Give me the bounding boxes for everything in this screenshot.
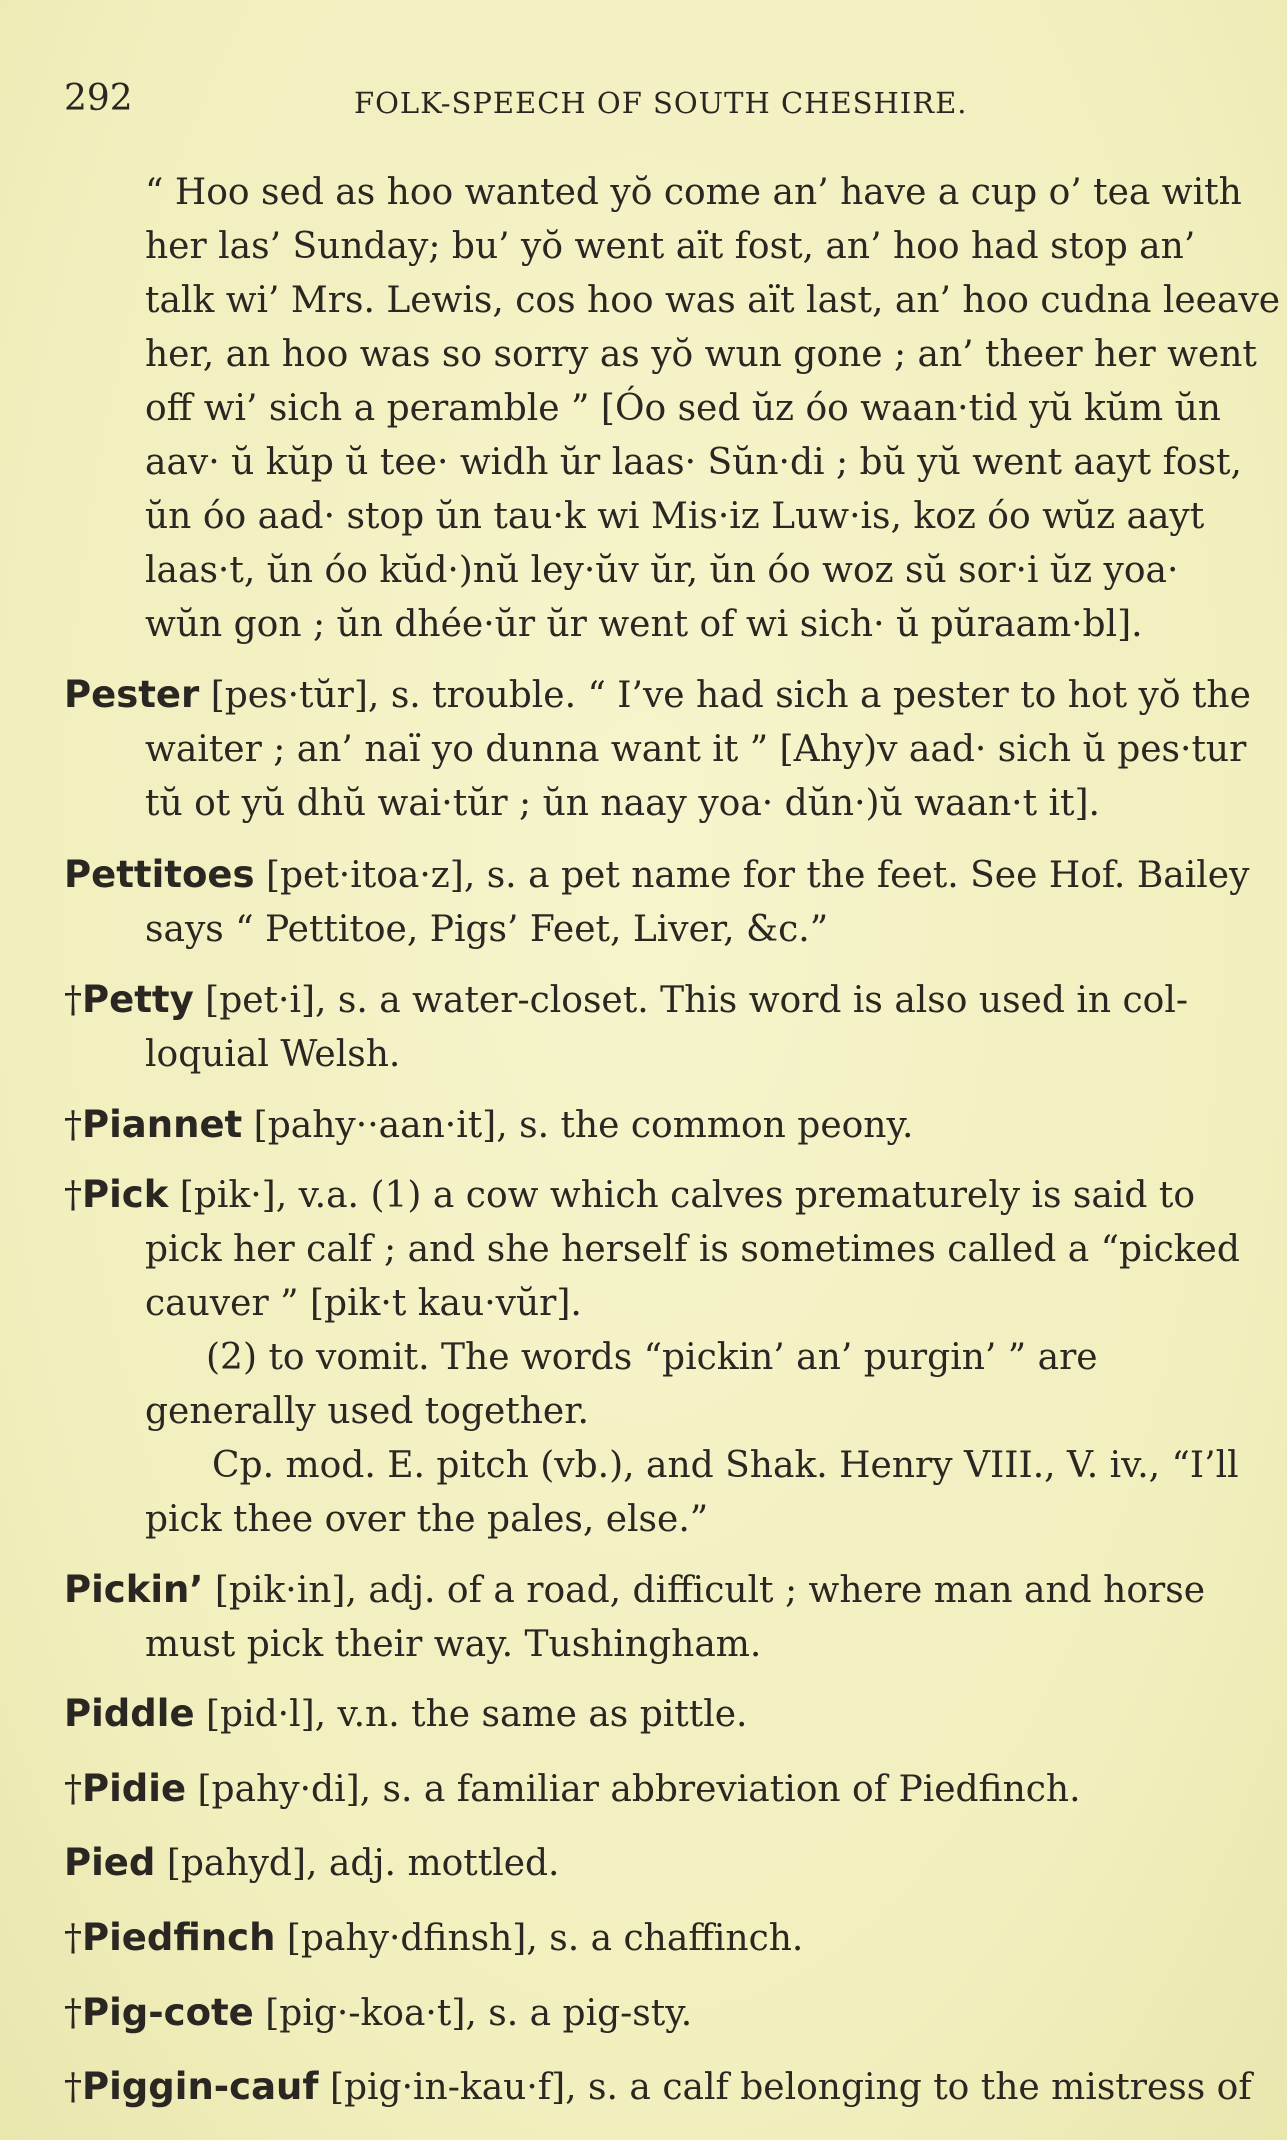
page-number: 292 — [64, 78, 133, 119]
entry-text: [pahy··aan·it], s. the common peony. — [242, 1105, 914, 1146]
dagger-mark: † — [64, 1769, 82, 1810]
dialect-quote — [145, 166, 1281, 652]
dagger-mark: † — [64, 2067, 82, 2108]
entry-text: generally used together. — [145, 1391, 589, 1432]
dagger-mark: † — [64, 1993, 82, 2034]
quote-line: aav· ŭ kŭp ŭ tee· widh ŭr laas· Sŭn·di ; bŭ yŭ went aayt fost, — [145, 442, 1242, 483]
entry-text: [pahy·di], s. a familiar abbreviation of Piedfinch. — [186, 1769, 1081, 1810]
quote-line: “ Hoo sed as hoo wanted yŏ come an’ have a cup o’ tea with — [145, 172, 1242, 213]
headword: Pickin’ — [64, 1568, 204, 1611]
entry-text: [pet·itoa·z], s. a pet name for the feet. See Hof. Bailey — [254, 855, 1250, 896]
entry-piedfinch — [64, 1911, 1244, 1966]
headword: Piggin-cauf — [82, 2065, 319, 2108]
entry-text: cauver ” [pik·t kau·vŭr]. — [145, 1283, 582, 1324]
headword: Pidie — [82, 1767, 187, 1810]
entry-text: says “ Pettitoe, Pigs’ Feet, Liver, &c.” — [145, 909, 829, 950]
entry-pickin — [64, 1563, 1244, 1672]
dagger-mark: † — [64, 980, 82, 1021]
headword: Pick — [82, 1173, 169, 1216]
entry-text: (2) to vomit. The words “pickin’ an’ purgin’ ” are — [206, 1337, 1098, 1378]
headword: Pied — [64, 1841, 156, 1884]
entry-text: pick her calf ; and she herself is sometimes called a “picked — [145, 1229, 1240, 1270]
entry-pidie — [64, 1762, 1244, 1817]
entry-text: [pig·-koa·t], s. a pig-sty. — [253, 1993, 693, 2034]
entry-text: must pick their way. Tushingham. — [145, 1624, 762, 1665]
headword: Piedfinch — [82, 1916, 276, 1959]
dagger-mark: † — [64, 1175, 82, 1216]
entry-text: waiter ; an’ naï yo dunna want it ” [Ahy)v aad· sich ŭ pes·tur — [145, 729, 1247, 770]
entry-text: [pid·l], v.n. the same as pittle. — [194, 1694, 748, 1735]
entry-text: pick thee over the pales, else.” — [145, 1499, 709, 1540]
headword: Piannet — [82, 1103, 243, 1146]
headword: Piddle — [64, 1692, 195, 1735]
entry-text: [pahyd], adj. mottled. — [155, 1843, 560, 1884]
entry-text: tŭ ot yŭ dhŭ wai·tŭr ; ŭn naay yoa· dŭn·)ŭ waan·t it]. — [145, 783, 1100, 824]
quote-line: her, an hoo was so sorry as yŏ wun gone ; an’ theer her went — [145, 334, 1257, 375]
entry-text: [pig·in-kau·f], s. a calf belonging to the mistress of — [318, 2067, 1252, 2108]
dagger-mark: † — [64, 1105, 82, 1146]
entry-pied — [64, 1836, 1244, 1891]
quote-line: talk wi’ Mrs. Lewis, cos hoo was aït last, an’ hoo cudna leeave — [145, 280, 1281, 321]
headword: Pettitoes — [64, 853, 255, 896]
page-header — [64, 78, 1214, 128]
entry-pettitoes — [64, 848, 1250, 957]
entry-text: [pes·tŭr], s. trouble. “ I’ve had sich a pester to hot yŏ the — [199, 675, 1251, 716]
entry-pester — [64, 668, 1251, 831]
entry-text: [pet·i], s. a water-closet. This word is also used in col- — [193, 980, 1189, 1021]
entry-text: Cp. mod. E. pitch (vb.), and Shak. Henry VIII., V. iv., “I’ll — [212, 1445, 1239, 1486]
headword: Pig-cote — [82, 1991, 254, 2034]
headword: Pester — [64, 673, 200, 716]
running-title: FOLK-SPEECH OF SOUTH CHESHIRE. — [354, 86, 968, 120]
entry-text: [pik·in], adj. of a road, difficult ; where man and horse — [203, 1570, 1206, 1611]
quote-line: off wi’ sich a peramble ” [Óo sed ŭz óo waan·tid yŭ kŭm ŭn — [145, 388, 1221, 429]
entry-piannet — [64, 1098, 1244, 1153]
entry-text: [pik·], v.a. (1) a cow which calves prematurely is said to — [168, 1175, 1196, 1216]
entry-text: loquial Welsh. — [145, 1034, 401, 1075]
entry-pick — [64, 1168, 1244, 1547]
dagger-mark: † — [64, 1918, 82, 1959]
entry-piggin-cauf — [64, 2060, 1252, 2115]
quote-line: wŭn gon ; ŭn dhée·ŭr ŭr went of wi sich· ŭ pŭraam·bl]. — [145, 604, 1143, 645]
entry-pig-cote — [64, 1986, 1244, 2041]
quote-line: her las’ Sunday; bu’ yŏ went aït fost, an’ hoo had stop an’ — [145, 226, 1196, 267]
quote-line: ŭn óo aad· stop ŭn tau·k wi Mis·iz Luw·is, koz óo wŭz aayt — [145, 496, 1205, 537]
quote-line: laas·t, ŭn óo kŭd·)nŭ ley·ŭv ŭr, ŭn óo woz sŭ sor·i ŭz yoa· — [145, 550, 1179, 591]
headword: Petty — [82, 978, 194, 1021]
entry-piddle — [64, 1687, 1244, 1742]
entry-petty — [64, 973, 1244, 1082]
entry-text: [pahy·dfinsh], s. a chaffinch. — [275, 1918, 804, 1959]
